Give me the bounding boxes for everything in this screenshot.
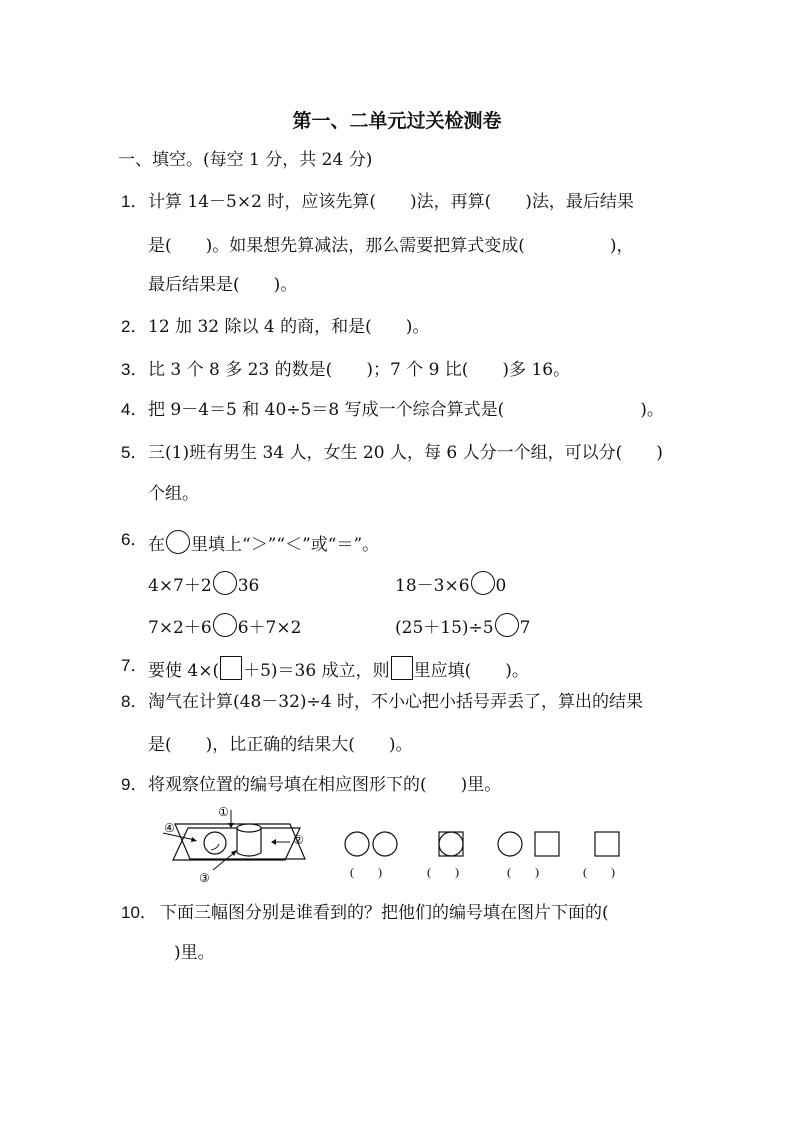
q6-c-left: 7×2＋6	[148, 618, 212, 638]
ball-shape	[204, 832, 226, 854]
q3-line1: 比 3 个 8 多 23 的数是( )；7 个 9 比( )多 16。	[148, 360, 571, 380]
q8-line2: 是( )，比正确的结果大( )。	[148, 735, 413, 755]
q6-number: 6．	[121, 530, 148, 549]
q6-pre: 在	[148, 535, 165, 555]
q5-line1: 三(1)班有男生 34 人，女生 20 人，每 6 人分一个组，可以分( )	[148, 443, 663, 463]
view-square-icon	[595, 832, 619, 856]
q6-post: 里填上“＞”“＜”或“＝”。	[191, 535, 380, 555]
q7-mid: ＋5)＝36 成立，则	[243, 661, 390, 681]
observation-diagram	[155, 806, 655, 884]
q7-line1	[148, 656, 529, 681]
view-circle-icon	[345, 832, 369, 856]
q1-line1: 计算 14－5×2 时，应该先算( )法，再算( )法，最后结果	[148, 192, 634, 212]
view-circle-icon	[373, 832, 397, 856]
q6-line1	[148, 530, 379, 555]
circle-blank-icon[interactable]	[213, 613, 237, 637]
q3-number: 3．	[121, 360, 148, 379]
label-2: ②	[293, 833, 304, 847]
view-square-icon	[535, 832, 559, 856]
q6-d-left: (25＋15)÷5	[395, 618, 494, 638]
answer-paren-1: ( )	[350, 865, 382, 879]
q6-item-b	[395, 571, 506, 596]
q7-number: 7．	[121, 656, 148, 675]
q10-line1: 下面三幅图分别是谁看到的？把他们的编号填在图片下面的(	[160, 903, 609, 923]
q6-item-a	[148, 571, 259, 596]
q6-a-right: 36	[237, 576, 260, 596]
q6-b-right: 0	[495, 576, 507, 596]
view-circle-icon	[498, 832, 522, 856]
q2-line1: 12 加 32 除以 4 的商，和是( )。	[148, 317, 430, 337]
label-3: ③	[199, 871, 210, 884]
q8-line1: 淘气在计算(48－32)÷4 时，不小心把小括号弄丢了，算出的结果	[148, 692, 643, 712]
q9-number: 9．	[121, 775, 148, 794]
circle-blank-icon	[166, 530, 190, 554]
cylinder-top	[237, 824, 261, 832]
answer-paren-2: ( )	[427, 865, 459, 879]
q7-post: 里应填( )。	[413, 661, 529, 681]
section-heading: 一、填空。(每空 1 分，共 24 分)	[118, 150, 373, 170]
square-blank-icon	[391, 656, 413, 680]
q5-line2: 个组。	[148, 484, 199, 504]
q6-item-d	[395, 613, 530, 638]
q10-number: 10．	[121, 903, 157, 922]
q6-c-right: 6＋7×2	[237, 618, 302, 638]
q8-number: 8．	[121, 692, 148, 711]
q1-line3: 最后结果是( )。	[148, 275, 298, 295]
q10-line2: )里。	[174, 943, 215, 963]
q4-number: 4．	[121, 400, 148, 419]
q5-number: 5．	[121, 443, 148, 462]
observation-figure	[155, 806, 655, 884]
answer-paren-3: ( )	[507, 865, 539, 879]
q4-line1: 把 9－4＝5 和 40÷5＝8 写成一个综合算式是( )。	[148, 400, 664, 420]
circle-blank-icon[interactable]	[213, 571, 237, 595]
answer-paren-4: ( )	[583, 865, 615, 879]
q6-b-left: 18－3×6	[395, 576, 470, 596]
page-title: 第一、二单元过关检测卷	[292, 110, 502, 132]
q1-number: 1．	[121, 192, 148, 211]
q7-pre: 要使 4×(	[148, 661, 220, 681]
label-4: ④	[164, 821, 175, 835]
q9-line1: 将观察位置的编号填在相应图形下的( )里。	[148, 775, 502, 795]
circle-blank-icon[interactable]	[495, 613, 519, 637]
q6-a-left: 4×7＋2	[148, 576, 212, 596]
q2-number: 2．	[121, 317, 148, 336]
view-circle-icon	[439, 832, 463, 856]
q6-item-c	[148, 613, 301, 638]
circle-blank-icon[interactable]	[471, 571, 495, 595]
q6-d-right: 7	[519, 618, 531, 638]
label-1: ①	[218, 806, 229, 819]
square-blank-icon[interactable]	[220, 656, 242, 680]
q1-line2: 是( )。如果想先算减法，那么需要把算式变成( )，	[148, 236, 634, 256]
